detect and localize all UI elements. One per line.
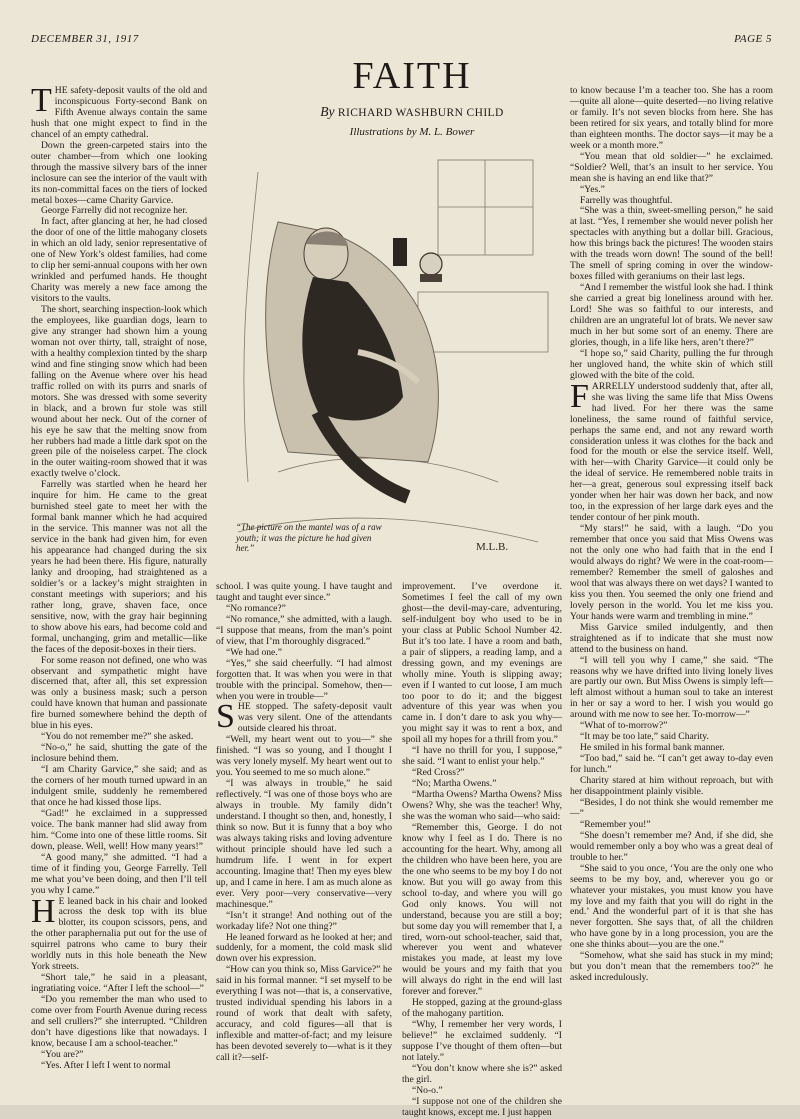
page-number: PAGE 5 [734,33,772,45]
paragraph-text: “I am Charity Garvice,” she said; and as the corners of her mouth turned upward in an indulgent smile, suddenly he remembered that once he had kissed those lips. [31,764,207,808]
paragraph [402,823,562,998]
signature-monogram [476,541,508,553]
paragraph-text: school. I was quite young. I have taught and taught and taught ever since.” [216,581,392,603]
paragraph [402,582,562,746]
paragraph-text: “Do you remember the man who used to come over from Fourth Avenue during recess and sell crullers?” she interrupted. “Children don’t have digestions like that nowadays. I know, because I am a school-teacher.” [31,994,207,1049]
paragraph-text: “Remember this, George. I do not know why I feel as I do. There is no accounting for the heart. Why, among all the children who have been here, you are the one who seems to be my boy I do not know. But you will go away from this school to-day, and where you will go God only knows. You will not understand, because you are still a boy; but some day you will remember that I, a tired, worn-out school-teacher, said that, wherever you went and whatever mistakes you made, at least my love would be yours and my faith that you will always do right in the end will last forever and forever.” [402,821,562,998]
paragraph [570,831,773,864]
paragraph-text: “Yes.” [580,183,605,195]
paragraph-text: “Besides, I do not think she would remember me—” [570,796,773,819]
paragraph-text: “I was always in trouble,” he said reflectively. “I was one of those boys who are always in trouble. My family didn’t understand. I thought so then, and, honestly, I think so now. But it is funny that a boy who was always taking risks and loving adventure without principle should have led such a humdrum life. I went in for expert accounting. Imagine that! Then my eyes blew up, and I came in here. I am as much alone as ever. Very poor—very conservative—very machinesque.” [216,778,392,910]
paragraph-text: “I suppose not one of the children she taught knows, except me. I just happen [402,1095,562,1118]
paragraph-text: Miss Garvice smiled indulgently, and then straightened as if to indicate that she must now attend to the business on hand. [570,621,773,655]
drop-cap: S [216,698,235,736]
paragraph [31,973,207,995]
paragraph [570,754,773,776]
paragraph [216,735,392,779]
paragraph-text: “She was a thin, sweet-smelling person,” he said at last. “Yes, I remember she would never polish her spectacles with anything but a dollar bill. Gracious, how this brings back the pictures! The wooden stairs with the treads worn down! The sound of the bell! The smell of spring coming in over the window-boxes filled with geraniums on their last legs. [570,205,773,283]
paragraph [31,995,207,1050]
article-title: FAITH [352,55,472,97]
issue-date: DECEMBER 31, 1917 [31,33,139,45]
paragraph-text: “A good many,” she admitted. “I had a time of it finding you, George Farrelly. Tell me what you’ve been doing, and then I’ll tell you why I came.” [31,851,207,896]
svg-text:M.L.B.: M.L.B. [476,541,509,553]
byline [262,104,562,120]
paragraph-text: “She doesn’t remember me? And, if she did, she would remember only a boy who was a great deal of trouble to her.” [570,829,773,863]
paragraph-text: “And I remember the wistful look she had. I think she carried a great big loneliness around with her. Lord! She was so faithful to our interests, and children are an ungrateful lot of brats. We never saw much in her but some sort of an enemy. There are glories, though, in a life like hers, aren’t there?” [570,282,773,348]
paragraph-text: “I have no thrill for you, I suppose,” she said. “I want to enlist your help.” [402,745,562,768]
paragraph [402,1097,562,1119]
paragraph [570,656,773,722]
paragraph-text: “You mean that old soldier—” he exclaimed. “Soldier? Well, that’s an insult to her service. You mean she is having an end like that?” [570,150,773,184]
paragraph-text: “Short tale,” he said in a pleasant, ingratiating voice. “After I left the school—” [31,972,207,995]
paragraph-text: improvement. I’ve overdone it. Sometimes I feel the call of my own ghost—the devil-may-care, adventuring, self-indulgent boy who used to be in your class at Public School Number 42. But it’s too late. I have a room and bath, a pair of slippers, a reading lamp, and a dressing gown, and my evenings are wholly mine. Youth is slipping away; even if I wanted to cut loose, I am much too poor to do it; and the biggest adventure of this year was when you came in. I don’t dare to ask you why—you might say it was to rent a box, and spoil all my hopes for a thrill from you.” [402,581,562,746]
illustrator-credit: Illustrations by M. L. Bower [349,126,475,138]
paragraph [31,809,207,853]
paragraph [216,779,392,910]
paragraph-text: He smiled in his formal bank manner. [580,742,725,754]
text-column-2 [216,582,392,1096]
paragraph [31,656,207,733]
paragraph [31,1061,207,1072]
paragraph-text: “She said to you once, ‘You are the only one who seems to be my boy, and, wherever you go or whatever your mistakes, you must know you have my love and my faith that you will do right in the end.’ And the wonderful part of it is that she has never forgotten. She says that, of all the children who have gone by in a long procession, you are the one she thinks about—you are the one.” [570,862,773,951]
paragraph-text: “Red Cross?” [412,767,465,779]
byline-prefix: By [320,104,335,119]
paragraph [216,965,392,1064]
paragraph-text: “You don’t know where she is?” asked the girl. [402,1062,562,1085]
paragraph-text: “Gad!” he exclaimed in a suppressed voice. The bank manner had slid away from him. “Come into one of these little rooms. Sit down, please. Well, well! How many years!” [31,807,207,852]
paragraph [570,864,773,952]
paragraph-text: “You do not remember me?” she asked. [41,731,194,743]
paragraph [402,1020,562,1064]
paragraph [570,776,773,798]
paragraph [31,853,207,897]
paragraph-text: Charity stared at him without reproach, but with her disappointment plainly visible. [570,775,773,797]
paragraph-text: “You are?” [41,1048,84,1060]
paragraph [402,790,562,823]
paragraph [402,1064,562,1086]
drop-cap: H [31,892,56,930]
paragraph [570,283,773,349]
paragraph [31,765,207,809]
paragraph-text: “Why, I remember her very words, I believe!” he exclaimed suddenly. “I suppose I’ve thought of them often—but not lately.” [402,1019,562,1063]
paragraph [31,217,207,305]
paragraph-text: He leaned forward as he looked at her; and suddenly, for a moment, the cold mask slid down over his expression. [216,931,392,965]
paragraph [216,582,392,604]
paragraph [570,951,773,984]
paragraph-text: “I will tell you why I came,” she said. “The reasons why we have drifted into living lonely lives are partly our own. But Miss Owens is simply left—left almost without a human soul to take an interest in her or say a word to her. I wish you would go around with me now to see her. To-morrow—” [570,654,773,721]
paragraph [570,623,773,656]
paragraph-text: to know because I’m a teacher too. She has a room—quite all alone—quite deserted—no living relative or family. It’s not seven blocks from here. She has been retired for six years, and totally blind for more than eighteen months. The doctor says—it may be a week or a month more.” [570,85,773,151]
paragraph [402,746,562,768]
paragraph-text: “No; Martha Owens.” [412,778,497,790]
picture-frame [393,238,407,266]
text-column-3 [402,581,562,1118]
paragraph-text: HE safety-deposit vaults of the old and inconspicuous Forty-second Bank on Fifth Avenue always contain the same hush that one might expect to find in the chancel of an empty cathedral. [31,85,207,140]
paragraph [570,152,773,185]
paragraph-text: “No-o,” he said, shutting the gate of the inclosure behind them. [31,742,207,765]
paragraph-text: “We had one.” [226,646,282,658]
paragraph [216,933,392,966]
paragraph-text: HE stopped. The safety-deposit vault was very silent. One of the attendants outside cleared his throat. [237,701,392,735]
paragraph-text: Farrelly was startled when he heard her inquire for him. He came to the great burnished steel gate to meet her with the formal bank manner which he had acquired in the service. This manner was not all the service in the bank had given him, for even his appearance had changed during the six years he had been there. His figure, naturally lanky and drooping, had straightened as a soldier’s or a lackey’s might straighten in constant meetings with superiors; and his rather long, grave, shaven face, once sensitive, now, with the gray hair beginning to show above his ears, had become cold and formal, unchanging, grim and metallic—like the faces of the deposit-boxes in their tiers. [31,479,207,655]
paragraph-text: “Too bad,” said he. “I can’t get away to-day even for lunch.” [570,753,773,776]
paragraph [216,911,392,933]
paragraph-text: “What of to-morrow?” [580,720,668,732]
paragraph-text: “No romance?” [226,602,286,614]
paragraph-text: “No romance,” she admitted, with a laugh. “I suppose that means, from the man’s point of view, that I’m thoroughly disgraced.” [216,613,392,647]
story-illustration [218,152,564,570]
running-header [31,33,772,47]
paragraph-text: “How can you think so, Miss Garvice?” he said in his formal manner. “I set myself to be everything I was not—that is, a conservative, trusted individual spending his labors in a round of work that dealt with safety, accuracy, and cold figures—all that is inflexible and matter-of-fact; and my leisure has been devoted severely to—what is it they call it?—self- [216,964,392,1063]
paragraph [31,82,207,141]
paragraph [570,377,773,524]
drop-cap: F [570,377,589,415]
paragraph [31,892,207,974]
paragraph-text: “My stars!” he said, with a laugh. “Do you remember that once you said that Miss Owens was not the only one who had faith that in the end I would always do right? We were in the coat-room—remember? Remember the smell of galoshes and wool that was always there on wet days? I wanted to kiss you then. You seemed the only one friend and lovely person in the world. You let me kiss you. Your hands were warm and trembling in mine.” [570,523,773,622]
paragraph-text: For some reason not defined, one who was observant and sympathetic might have discerned that, after all, this set expression was only a business mask; such a person could have known that human and passionate fire burned somewhere behind the depth of blue in his eyes. [31,654,207,732]
paragraph [31,305,207,480]
paragraph-text: “Isn’t it strange! And nothing out of the workaday life? Not one thing?” [216,909,392,932]
drop-cap: T [31,82,52,119]
paragraph-text: The short, searching inspection-look which the employees, like guardian dogs, learn to give any stranger had shown him a young woman not over thirty, tall, straight of nose, with a healthy complexion tinted by the sharp wind and fine stinging snow which had been falling on the Avenue where over his head traffic rolled on with its purrs and snarls of motors. She was dressed with some severity in black, and a brown fur stole was still wound about her neck. Out of the corner of his eye he saw that the melting snow from her rubbers had made a little dark spot on the green pile of the noiseless carpet. The clock in the outer waiting-room showed that it was exactly twelve o’clock. [31,304,207,480]
text-column-1 [31,82,207,1096]
mantel-clock [420,253,442,282]
paragraph-text: He stopped, gazing at the ground-glass of the mahogany partition. [402,997,562,1020]
paragraph-text: “No-o.” [412,1084,443,1096]
paragraph [570,524,773,623]
paragraph-text: Down the green-carpeted stairs into the outer chamber—from which one looking through the massive silvery bars of the inner inclosure can see the interior of the vault with its non-committal faces on the tiers of locked metal boxes—came Charity Garvice. [31,139,207,206]
paragraph [31,480,207,655]
paragraph [216,659,392,703]
paragraph [31,743,207,765]
paragraph-text: E leaned back in his chair and looked across the desk top with its blue blotter, its coupon scissors, pens, and the other paraphernalia put out for the use of squirrel patrons who came to bury their worldly nuts in this hole beneath the New York streets. [31,895,207,973]
paragraph [402,998,562,1020]
paragraph-text: In fact, after glancing at her, he had closed the door of one of the little mahogany closets in which an old lady, senior representative of one of New York’s oldest families, had come to clip her semi-annual coupons with her own wrinkled and perfumed hands. He thought Charity was merely a new face among the visitors to the vaults. [31,216,207,305]
illustration-caption: “The picture on the mantel was of a raw youth; it was the picture he had given her.” [236,522,382,553]
paragraph-text: “Yes,” she said cheerfully. “I had almost forgotten that. It was when you were in that trouble with the principal. Somehow, then—when you were in trouble—” [216,657,392,702]
paragraph [31,141,207,207]
paragraph-text: Farrelly was thoughtful. [580,194,673,206]
paragraph-text: “Yes. After I left I went to normal [41,1059,171,1071]
paragraph-text: George Farrelly did not recognize her. [41,205,188,217]
paragraph [570,206,773,283]
paragraph [216,698,392,736]
paragraph-text: “I hope so,” said Charity, pulling the fur through her ungloved hand, the white skin of which still glowed with the bite of the cold. [570,347,773,381]
paragraph-text: “It may be too late,” said Charity. [580,731,709,743]
author-name: RICHARD WASHBURN CHILD [337,107,504,119]
paragraph [216,615,392,648]
text-column-4 [570,86,773,1096]
paragraph-text: “Remember you!” [580,818,651,830]
paragraph-text: “Martha Owens? Martha Owens? Miss Owens? Why, she was the teacher! Why, she was the woman who said—who said: [402,789,562,823]
paragraph-text: “Somehow, what she said has stuck in my mind; but you don’t mean that the remembers too?” he asked incredulously. [570,950,773,984]
paragraph-text: “Well, my heart went out to you—” she finished. “I was so young, and I thought I was very lonely myself. My heart went out to you. You seemed to me so much alone.” [216,734,392,779]
paragraph [570,798,773,820]
paragraph [570,86,773,152]
paragraph-text: ARRELLY understood suddenly that, after all, she was living the same life that Miss Owens had lived. For her there was the same loneliness, the same round of faithful service, perhaps the same end, and not any reward worth consideration unless it was clothes for the back and food for the mouth or else the service itself. Well, with her—with Charity Garvice—it could only be the ideal of service. He remembered noble traits in her—a great, generous soul expressing itself back yonder when her hair was down her back, and now too, in the expression of her large dark eyes and the tender contour of her pink mouth. [570,380,773,524]
paragraph [570,349,773,382]
